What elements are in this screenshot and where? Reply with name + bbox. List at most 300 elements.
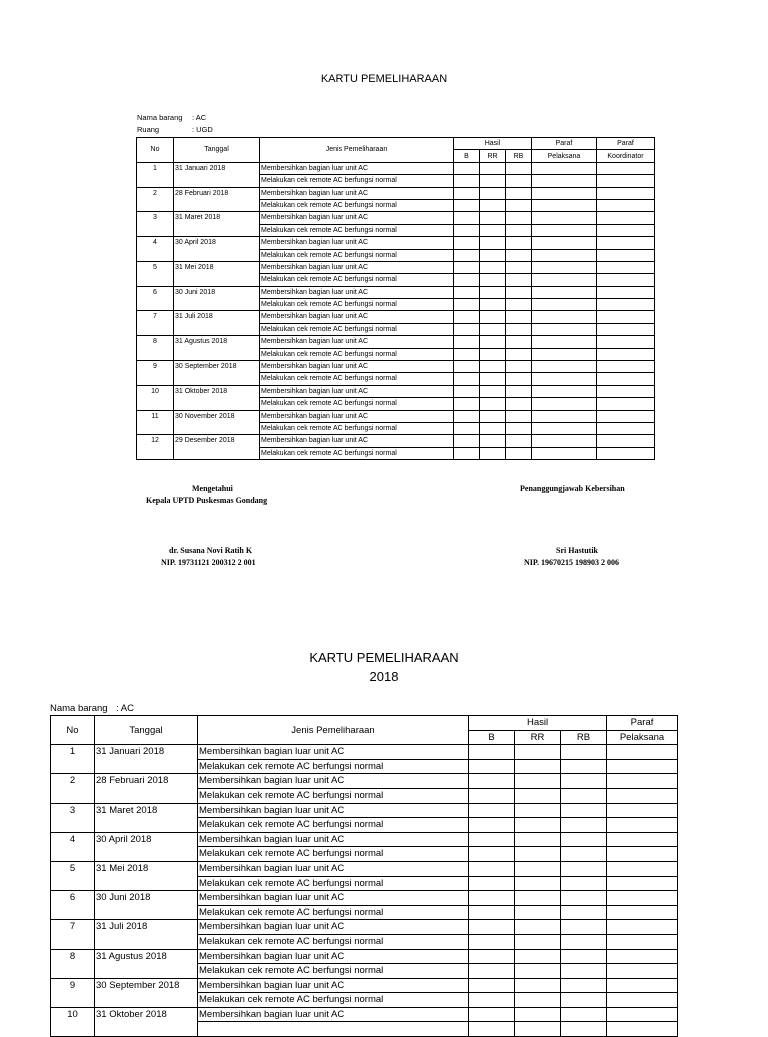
- table-row: [51, 832, 678, 847]
- row-empty-cell: [561, 876, 607, 891]
- row-empty-cell: [607, 934, 678, 949]
- card1-room-line: [137, 124, 213, 135]
- header-paraf-2: Paraf: [597, 138, 655, 150]
- row-empty-cell: [469, 745, 515, 760]
- row-date: 31 Januari 2018: [174, 162, 260, 187]
- row-empty-cell: [454, 385, 480, 397]
- row-empty-cell: [469, 774, 515, 789]
- row-empty-cell: [480, 286, 506, 298]
- row-task-1: Membersihkan bagian luar unit AC: [260, 187, 454, 199]
- header-paraf: Paraf: [607, 716, 678, 731]
- row-empty-cell: [506, 398, 532, 410]
- header-rb: RB: [561, 730, 607, 745]
- row-empty-cell: [515, 1022, 561, 1037]
- table-row: [51, 803, 678, 818]
- header-b: B: [454, 150, 480, 162]
- row-task-2: Melakukan cek remote AC berfungsi normal: [260, 249, 454, 261]
- row-empty-cell: [515, 876, 561, 891]
- row-task-1: Membersihkan bagian luar unit AC: [198, 978, 469, 993]
- row-empty-cell: [469, 818, 515, 833]
- row-empty-cell: [597, 212, 655, 224]
- row-no: 1: [51, 745, 95, 774]
- row-empty-cell: [532, 323, 597, 335]
- header-paraf: Paraf: [532, 138, 597, 150]
- card2-item-value: : AC: [116, 703, 134, 714]
- row-empty-cell: [469, 964, 515, 979]
- row-empty-cell: [506, 323, 532, 335]
- header-result: Hasil: [454, 138, 532, 150]
- row-no: 5: [51, 861, 95, 890]
- row-no: 5: [137, 261, 174, 286]
- row-task-1: Membersihkan bagian luar unit AC: [198, 803, 469, 818]
- row-empty-cell: [480, 199, 506, 211]
- row-empty-cell: [607, 949, 678, 964]
- row-empty-cell: [469, 832, 515, 847]
- row-empty-cell: [532, 162, 597, 174]
- row-empty-cell: [597, 373, 655, 385]
- row-task-1: Membersihkan bagian luar unit AC: [198, 920, 469, 935]
- row-empty-cell: [469, 861, 515, 876]
- row-empty-cell: [480, 299, 506, 311]
- row-task-1: Membersihkan bagian luar unit AC: [260, 361, 454, 373]
- row-empty-cell: [532, 398, 597, 410]
- row-empty-cell: [454, 447, 480, 459]
- header-b: B: [469, 730, 515, 745]
- card2-table-body: [51, 716, 678, 1037]
- row-date: 31 Mei 2018: [95, 861, 198, 890]
- row-task-1: Membersihkan bagian luar unit AC: [260, 212, 454, 224]
- row-task-2: Melakukan cek remote AC berfungsi normal: [260, 299, 454, 311]
- row-empty-cell: [506, 175, 532, 187]
- row-empty-cell: [561, 832, 607, 847]
- row-empty-cell: [532, 447, 597, 459]
- card2-item-label: Nama barang: [50, 703, 108, 714]
- table-row: [51, 891, 678, 906]
- card1-room-value: : UGD: [192, 125, 213, 134]
- row-empty-cell: [454, 323, 480, 335]
- row-empty-cell: [561, 964, 607, 979]
- row-empty-cell: [506, 361, 532, 373]
- row-empty-cell: [454, 187, 480, 199]
- row-empty-cell: [597, 249, 655, 261]
- row-date: 30 Juni 2018: [95, 891, 198, 920]
- row-no: 9: [51, 978, 95, 1007]
- row-empty-cell: [607, 993, 678, 1008]
- row-date: 31 Agustus 2018: [95, 949, 198, 978]
- row-empty-cell: [561, 861, 607, 876]
- header-koordinator: Koordinator: [597, 150, 655, 162]
- row-empty-cell: [532, 261, 597, 273]
- row-empty-cell: [561, 949, 607, 964]
- row-empty-cell: [597, 311, 655, 323]
- row-empty-cell: [532, 286, 597, 298]
- row-empty-cell: [469, 803, 515, 818]
- table-row: [137, 237, 655, 249]
- row-empty-cell: [480, 435, 506, 447]
- row-empty-cell: [480, 187, 506, 199]
- table-row: [137, 212, 655, 224]
- header-result: Hasil: [469, 716, 607, 731]
- table-row: [51, 978, 678, 993]
- table-row: [137, 410, 655, 422]
- card1-table-body: [137, 138, 655, 460]
- row-date: 31 Maret 2018: [95, 803, 198, 832]
- row-empty-cell: [480, 261, 506, 273]
- row-empty-cell: [532, 361, 597, 373]
- row-empty-cell: [506, 311, 532, 323]
- row-empty-cell: [607, 818, 678, 833]
- row-empty-cell: [561, 934, 607, 949]
- row-empty-cell: [469, 993, 515, 1008]
- row-empty-cell: [597, 398, 655, 410]
- row-task-1: Membersihkan bagian luar unit AC: [198, 861, 469, 876]
- row-empty-cell: [515, 949, 561, 964]
- row-empty-cell: [607, 861, 678, 876]
- table-row: [137, 336, 655, 348]
- row-task-1: Membersihkan bagian luar unit AC: [198, 774, 469, 789]
- row-empty-cell: [515, 818, 561, 833]
- row-no: 10: [137, 385, 174, 410]
- row-date: 29 Desember 2018: [174, 435, 260, 460]
- row-empty-cell: [515, 861, 561, 876]
- row-empty-cell: [561, 978, 607, 993]
- header-rb: RB: [506, 150, 532, 162]
- row-task-2: Melakukan cek remote AC berfungsi normal: [260, 175, 454, 187]
- row-empty-cell: [532, 212, 597, 224]
- row-empty-cell: [607, 745, 678, 760]
- row-task-1: Membersihkan bagian luar unit AC: [260, 286, 454, 298]
- row-empty-cell: [607, 920, 678, 935]
- row-empty-cell: [597, 385, 655, 397]
- row-date: 28 Februari 2018: [174, 187, 260, 212]
- card1-item-label: Nama barang: [137, 113, 183, 122]
- row-empty-cell: [454, 422, 480, 434]
- row-date: 31 Juli 2018: [174, 311, 260, 336]
- table-row: [51, 949, 678, 964]
- row-empty-cell: [532, 410, 597, 422]
- row-date: 31 Mei 2018: [174, 261, 260, 286]
- row-empty-cell: [607, 1007, 678, 1022]
- sig-right-nip: NIP. 19670215 198903 2 006: [524, 558, 620, 567]
- table-row: [137, 261, 655, 273]
- card2-item-line: [50, 703, 134, 714]
- card1-header-row: [137, 138, 655, 150]
- row-empty-cell: [532, 299, 597, 311]
- row-empty-cell: [469, 876, 515, 891]
- row-task-2: Melakukan cek remote AC berfungsi normal: [260, 447, 454, 459]
- row-empty-cell: [506, 162, 532, 174]
- row-empty-cell: [454, 373, 480, 385]
- row-empty-cell: [607, 964, 678, 979]
- row-empty-cell: [506, 237, 532, 249]
- row-empty-cell: [515, 803, 561, 818]
- row-empty-cell: [532, 435, 597, 447]
- row-empty-cell: [515, 891, 561, 906]
- row-date: 31 Juli 2018: [95, 920, 198, 949]
- row-empty-cell: [607, 905, 678, 920]
- row-empty-cell: [506, 447, 532, 459]
- row-task-1: Membersihkan bagian luar unit AC: [260, 237, 454, 249]
- header-pelaksana: Pelaksana: [532, 150, 597, 162]
- row-empty-cell: [607, 1022, 678, 1037]
- row-empty-cell: [515, 964, 561, 979]
- row-empty-cell: [561, 920, 607, 935]
- row-empty-cell: [480, 237, 506, 249]
- row-no: 6: [51, 891, 95, 920]
- row-empty-cell: [515, 774, 561, 789]
- row-empty-cell: [607, 774, 678, 789]
- row-empty-cell: [561, 774, 607, 789]
- row-empty-cell: [454, 199, 480, 211]
- row-empty-cell: [506, 274, 532, 286]
- row-empty-cell: [515, 832, 561, 847]
- row-empty-cell: [469, 847, 515, 862]
- row-task-1: Membersihkan bagian luar unit AC: [260, 162, 454, 174]
- row-empty-cell: [454, 175, 480, 187]
- row-empty-cell: [515, 788, 561, 803]
- card1-item-line: [137, 112, 206, 123]
- row-no: 10: [51, 1007, 95, 1036]
- row-no: 6: [137, 286, 174, 311]
- card2-title: KARTU PEMELIHARAAN: [309, 650, 459, 665]
- sig-left-role: Kepala UPTD Puskesmas Gondang: [146, 496, 268, 505]
- row-no: 4: [51, 832, 95, 861]
- row-empty-cell: [532, 373, 597, 385]
- row-task-2: Melakukan cek remote AC berfungsi normal: [198, 934, 469, 949]
- row-task-1: Membersihkan bagian luar unit AC: [260, 385, 454, 397]
- row-empty-cell: [561, 745, 607, 760]
- row-empty-cell: [597, 422, 655, 434]
- header-rr: RR: [480, 150, 506, 162]
- row-empty-cell: [597, 224, 655, 236]
- row-empty-cell: [597, 435, 655, 447]
- row-empty-cell: [480, 348, 506, 360]
- row-empty-cell: [506, 261, 532, 273]
- card1-table: [136, 137, 655, 460]
- row-task-2: Melakukan cek remote AC berfungsi normal: [260, 348, 454, 360]
- row-empty-cell: [597, 199, 655, 211]
- row-date: 28 Februari 2018: [95, 774, 198, 803]
- row-empty-cell: [597, 237, 655, 249]
- row-empty-cell: [454, 299, 480, 311]
- table-row: [51, 920, 678, 935]
- card2-header-row: [51, 716, 678, 731]
- row-empty-cell: [506, 299, 532, 311]
- table-row: [137, 162, 655, 174]
- row-empty-cell: [532, 187, 597, 199]
- row-task-2: [198, 1022, 469, 1037]
- row-task-1: Membersihkan bagian luar unit AC: [260, 410, 454, 422]
- row-empty-cell: [506, 249, 532, 261]
- header-no: No: [137, 138, 174, 163]
- row-empty-cell: [469, 949, 515, 964]
- row-task-2: Melakukan cek remote AC berfungsi normal: [260, 224, 454, 236]
- table-row: [137, 361, 655, 373]
- row-empty-cell: [506, 212, 532, 224]
- row-no: 2: [137, 187, 174, 212]
- row-empty-cell: [607, 803, 678, 818]
- row-empty-cell: [454, 286, 480, 298]
- row-empty-cell: [532, 385, 597, 397]
- row-empty-cell: [561, 891, 607, 906]
- row-empty-cell: [607, 847, 678, 862]
- row-task-2: Melakukan cek remote AC berfungsi normal: [260, 398, 454, 410]
- sig-left-name: dr. Susana Novi Ratih K: [169, 546, 253, 555]
- row-task-1: Membersihkan bagian luar unit AC: [198, 1007, 469, 1022]
- row-empty-cell: [469, 759, 515, 774]
- row-empty-cell: [506, 348, 532, 360]
- row-empty-cell: [480, 249, 506, 261]
- row-date: 31 Maret 2018: [174, 212, 260, 237]
- row-no: 4: [137, 237, 174, 262]
- table-row: [51, 745, 678, 760]
- row-empty-cell: [515, 745, 561, 760]
- row-empty-cell: [506, 385, 532, 397]
- row-empty-cell: [607, 832, 678, 847]
- row-task-1: Membersihkan bagian luar unit AC: [198, 745, 469, 760]
- row-empty-cell: [597, 261, 655, 273]
- row-empty-cell: [515, 847, 561, 862]
- row-empty-cell: [515, 905, 561, 920]
- row-task-2: Melakukan cek remote AC berfungsi normal: [198, 964, 469, 979]
- row-no: 8: [137, 336, 174, 361]
- row-date: 30 November 2018: [174, 410, 260, 435]
- header-type: Jenis Pemeliharaan: [260, 138, 454, 163]
- row-empty-cell: [469, 920, 515, 935]
- row-task-2: Melakukan cek remote AC berfungsi normal: [198, 818, 469, 833]
- row-empty-cell: [607, 788, 678, 803]
- row-empty-cell: [532, 175, 597, 187]
- row-task-1: Membersihkan bagian luar unit AC: [260, 435, 454, 447]
- row-empty-cell: [561, 847, 607, 862]
- row-empty-cell: [561, 1007, 607, 1022]
- header-type: Jenis Pemeliharaan: [198, 716, 469, 745]
- row-task-2: Melakukan cek remote AC berfungsi normal: [198, 759, 469, 774]
- row-empty-cell: [480, 361, 506, 373]
- row-no: 9: [137, 361, 174, 386]
- row-empty-cell: [597, 175, 655, 187]
- row-empty-cell: [480, 410, 506, 422]
- row-empty-cell: [597, 336, 655, 348]
- row-empty-cell: [469, 905, 515, 920]
- row-empty-cell: [454, 212, 480, 224]
- row-no: 1: [137, 162, 174, 187]
- row-date: 30 April 2018: [174, 237, 260, 262]
- row-empty-cell: [506, 410, 532, 422]
- row-empty-cell: [561, 759, 607, 774]
- row-no: 12: [137, 435, 174, 460]
- table-row: [51, 861, 678, 876]
- row-no: 11: [137, 410, 174, 435]
- row-empty-cell: [469, 1022, 515, 1037]
- row-date: 31 Januari 2018: [95, 745, 198, 774]
- row-empty-cell: [454, 311, 480, 323]
- table-row: [137, 311, 655, 323]
- row-task-1: Membersihkan bagian luar unit AC: [260, 336, 454, 348]
- row-no: 7: [137, 311, 174, 336]
- row-date: 31 Agustus 2018: [174, 336, 260, 361]
- row-empty-cell: [454, 274, 480, 286]
- row-empty-cell: [607, 876, 678, 891]
- row-empty-cell: [469, 891, 515, 906]
- row-empty-cell: [607, 759, 678, 774]
- row-task-2: Melakukan cek remote AC berfungsi normal: [198, 876, 469, 891]
- row-empty-cell: [561, 1022, 607, 1037]
- row-empty-cell: [506, 199, 532, 211]
- row-empty-cell: [454, 435, 480, 447]
- row-task-1: Membersihkan bagian luar unit AC: [198, 832, 469, 847]
- row-task-1: Membersihkan bagian luar unit AC: [198, 949, 469, 964]
- row-empty-cell: [515, 993, 561, 1008]
- row-empty-cell: [469, 978, 515, 993]
- row-empty-cell: [515, 978, 561, 993]
- card1-room-label: Ruang: [137, 125, 160, 134]
- row-empty-cell: [454, 261, 480, 273]
- row-empty-cell: [454, 224, 480, 236]
- row-no: 3: [51, 803, 95, 832]
- row-empty-cell: [597, 299, 655, 311]
- row-empty-cell: [597, 410, 655, 422]
- row-empty-cell: [480, 323, 506, 335]
- row-empty-cell: [532, 311, 597, 323]
- card1-item-value: : AC: [192, 113, 207, 122]
- row-no: 3: [137, 212, 174, 237]
- row-empty-cell: [532, 237, 597, 249]
- row-empty-cell: [561, 788, 607, 803]
- row-task-2: Melakukan cek remote AC berfungsi normal: [198, 905, 469, 920]
- row-empty-cell: [506, 187, 532, 199]
- row-empty-cell: [597, 361, 655, 373]
- row-empty-cell: [607, 891, 678, 906]
- row-empty-cell: [506, 224, 532, 236]
- row-date: 30 September 2018: [95, 978, 198, 1007]
- row-empty-cell: [480, 274, 506, 286]
- header-pelaksana: Pelaksana: [607, 730, 678, 745]
- table-row: [51, 774, 678, 789]
- row-empty-cell: [506, 373, 532, 385]
- row-empty-cell: [480, 311, 506, 323]
- row-empty-cell: [532, 274, 597, 286]
- table-row: [137, 435, 655, 447]
- row-date: 31 Oktober 2018: [95, 1007, 198, 1036]
- header-rr: RR: [515, 730, 561, 745]
- table-row: [137, 385, 655, 397]
- row-empty-cell: [515, 934, 561, 949]
- row-task-2: Melakukan cek remote AC berfungsi normal: [260, 199, 454, 211]
- row-task-2: Melakukan cek remote AC berfungsi normal: [260, 274, 454, 286]
- row-date: 31 Oktober 2018: [174, 385, 260, 410]
- header-date: Tanggal: [95, 716, 198, 745]
- table-row: [137, 187, 655, 199]
- row-empty-cell: [515, 920, 561, 935]
- row-task-2: Melakukan cek remote AC berfungsi normal: [260, 373, 454, 385]
- card1-title: KARTU PEMELIHARAAN: [320, 73, 448, 85]
- row-date: 30 April 2018: [95, 832, 198, 861]
- row-empty-cell: [454, 348, 480, 360]
- row-task-2: Melakukan cek remote AC berfungsi normal: [198, 847, 469, 862]
- row-empty-cell: [506, 336, 532, 348]
- row-empty-cell: [454, 249, 480, 261]
- row-empty-cell: [469, 934, 515, 949]
- row-empty-cell: [532, 199, 597, 211]
- row-empty-cell: [454, 336, 480, 348]
- row-no: 2: [51, 774, 95, 803]
- row-empty-cell: [597, 187, 655, 199]
- row-empty-cell: [597, 348, 655, 360]
- row-date: 30 Juni 2018: [174, 286, 260, 311]
- header-date: Tanggal: [174, 138, 260, 163]
- row-empty-cell: [561, 818, 607, 833]
